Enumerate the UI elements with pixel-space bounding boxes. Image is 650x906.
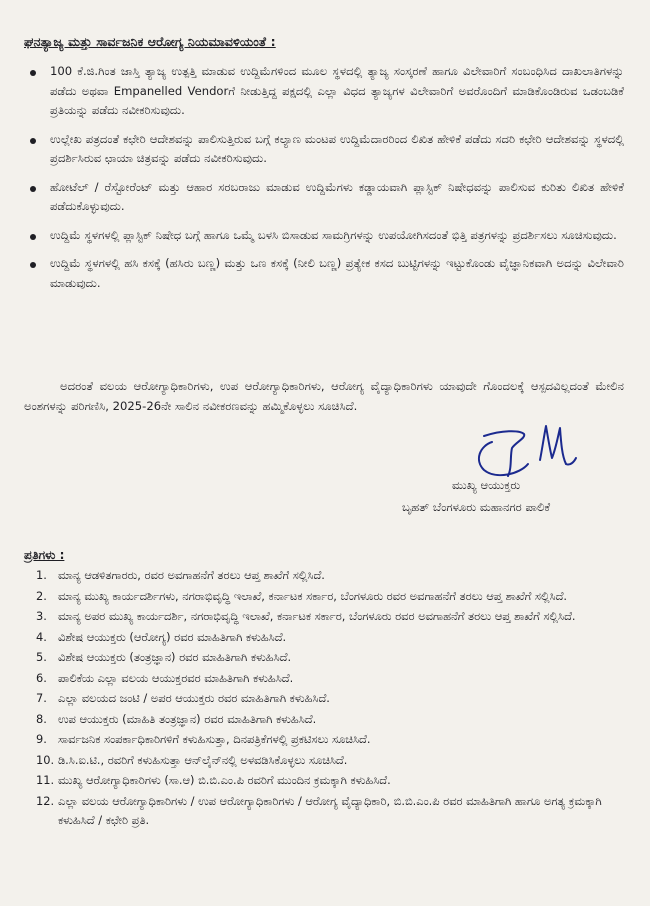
bullet-item (24, 226, 624, 246)
list-item (36, 792, 626, 830)
list-item-number: 8. (36, 711, 47, 726)
signatory-title: ಮುಖ್ಯ ಆಯುಕ್ತರು (452, 478, 521, 492)
list-item-number: 2. (36, 588, 47, 603)
list-item-text: ಸಾರ್ವಜನಿಕ ಸಂಪರ್ಕಾಧಿಕಾರಿಗಳಿಗೆ ಕಳುಹಿಸುತ್ತಾ, ದಿನಪತ್ರಿಕೆಗಳಲ್ಲಿ ಪ್ರಕಟಿಸಲು ಸೂಚಿಸಿದೆ. (58, 732, 371, 746)
list-item-number: 4. (36, 629, 47, 644)
copies-heading: ಪ್ರತಿಗಳು : (24, 548, 65, 562)
list-item-text: ಡಿ.ಸಿ.ಐ.ಟಿ., ರವರಿಗೆ ಕಳುಹಿಸುತ್ತಾ ಆನ್‌ಲೈನ್‌ನಲ್ಲಿ ಅಳವಡಿಸಿಕೊಳ್ಳಲು ಸೂಚಿಸಿದೆ. (58, 752, 348, 767)
list-item (36, 771, 626, 790)
bullet-dot-icon (30, 186, 36, 192)
list-item-number: 3. (36, 609, 47, 623)
list-item-text: ವಿಶೇಷ ಆಯುಕ್ತರು (ತಂತ್ರಜ್ಞಾನ) ರವರ ಮಾಹಿತಿಗಾಗಿ ಕಳುಹಿಸಿದೆ. (58, 650, 292, 664)
list-item-text: ಮಾನ್ಯ ಮುಖ್ಯ ಕಾರ್ಯದರ್ಶಿಗಳು, ನಗರಾಭಿವೃದ್ಧಿ ಇಲಾಖೆ, ಕರ್ನಾಟಕ ಸರ್ಕಾರ, ಬೆಂಗಳೂರು ರವರ ಅವಗಾಹನೆಗೆ ತರಲು ಆಪ್ತ ಶಾಖೆಗೆ ಸಲ್ಲಿಸಿದೆ. (58, 588, 568, 603)
list-item-text: ಮಾನ್ಯ ಆಡಳಿತಗಾರರು, ರವರ ಅವಗಾಹನೆಗೆ ತರಲು ಆಪ್ತ ಶಾಖೆಗೆ ಸಲ್ಲಿಸಿದೆ. (58, 568, 325, 582)
bullet-item (24, 130, 624, 169)
list-item (36, 669, 626, 688)
bullet-dot-icon (30, 138, 36, 144)
list-item (36, 710, 626, 729)
list-item (36, 648, 626, 667)
list-item-text: ಪಾಲಿಕೆಯ ಎಲ್ಲಾ ವಲಯ ಆಯುಕ್ತರವರ ಮಾಹಿತಿಗಾಗಿ ಕಳುಹಿಸಿದೆ. (58, 670, 294, 685)
bullet-list (24, 62, 624, 302)
list-item (36, 689, 626, 708)
list-item-number: 6. (36, 670, 47, 685)
bullet-text: 100 ಕೆ.ಜಿ.ಗಿಂತ ಜಾಸ್ತಿ ತ್ಯಾಜ್ಯ ಉತ್ಪತ್ತಿ ಮಾಡುವ ಉದ್ದಿಮೆಗಳಿಂದ ಮೂಲ ಸ್ಥಳದಲ್ಲಿ ತ್ಯಾಜ್ಯ ಸಂಸ್ಕರಣೆ ಹಾಗೂ ವಿಲೇವಾರಿಗೆ ಸಂಬಂಧಿಸಿದ ದಾಖಲಾತಿಗಳನ್ನು ಪಡೆದು ಅಥವಾ Empanelled Vendorಗೆ ನೀಡುತ್ತಿದ್ದ ಪಕ್ಷದಲ್ಲಿ ಎಲ್ಲಾ ವಿಧದ ತ್ಯಾಜ್ಯಗಳ ವಿಲೇವಾರಿಗೆ ಅವರೊಂದಿಗೆ ಮಾಡಿಕೊಂಡಿರುವ ಒಡಂಬಡಿಕೆ ಪ್ರತಿಯನ್ನು ಪಡೆದು ನವೀಕರಿಸುವುದು. (50, 64, 624, 117)
list-item (36, 607, 626, 626)
bullet-item (24, 254, 624, 293)
list-item-number: 1. (36, 568, 47, 582)
list-item-text: ಎಲ್ಲಾ ವಲಯ ಆರೋಗ್ಯಾಧಿಕಾರಿಗಳು / ಉಪ ಆರೋಗ್ಯಾಧಿಕಾರಿಗಳು / ಆರೋಗ್ಯ ವೈದ್ಯಾಧಿಕಾರಿ, ಬಿ.ಬಿ.ಎಂ.ಪಿ ರವರ ಮಾಹಿತಿಗಾಗಿ ಹಾಗೂ ಅಗತ್ಯ ಕ್ರಮಕ್ಕಾಗಿ ಕಳುಹಿಸಿದೆ / ಕಛೇರಿ ಪ್ರತಿ. (58, 793, 602, 827)
signatory-organization: ಬೃಹತ್ ಬೆಂಗಳೂರು ಮಹಾನಗರ ಪಾಲಿಕೆ (402, 500, 551, 514)
bullet-item (24, 178, 624, 217)
bullet-text: ಉಲ್ಲೇಖ ಪತ್ರದಂತೆ ಕಛೇರಿ ಆದೇಶವನ್ನು ಪಾಲಿಸುತ್ತಿರುವ ಬಗ್ಗೆ ಕಲ್ಯಾಣ ಮಂಟಪ ಉದ್ದಿಮೆದಾರರಿಂದ ಲಿಖಿತ ಹೇಳಿಕೆ ಪಡೆದು ಸದರಿ ಕಛೇರಿ ಆದೇಶವನ್ನು ಸ್ಥಳದಲ್ಲಿ ಪ್ರದರ್ಶಿಸಿರುವ ಛಾಯಾ ಚಿತ್ರವನ್ನು ಪಡೆದು ನವೀಕರಿಸುವುದು. (50, 131, 624, 165)
list-item-number: 9. (36, 732, 47, 746)
list-item-number: 7. (36, 691, 47, 705)
list-item-number: 10. (36, 752, 55, 767)
list-item (36, 566, 626, 585)
bullet-dot-icon (30, 234, 36, 240)
list-item (36, 628, 626, 647)
bullet-dot-icon (30, 70, 36, 76)
list-item (36, 751, 626, 770)
bullet-text: ಉದ್ದಿಮೆ ಸ್ಥಳಗಳಲ್ಲಿ ಹಸಿ ಕಸಕ್ಕೆ (ಹಸಿರು ಬಣ್ಣ) ಮತ್ತು ಒಣ ಕಸಕ್ಕೆ (ನೀಲಿ ಬಣ್ಣ) ಪ್ರತ್ಯೇಕ ಕಸದ ಬುಟ್ಟಿಗಳನ್ನು ಇಟ್ಟುಕೊಂಡು ವೈಜ್ಞಾನಿಕವಾಗಿ ಅದನ್ನು ವಿಲೇವಾರಿ ಮಾಡುವುದು. (50, 256, 624, 290)
bullet-item (24, 62, 624, 121)
list-item-text: ಮಾನ್ಯ ಅಪರ ಮುಖ್ಯ ಕಾರ್ಯದರ್ಶಿ, ನಗರಾಭಿವೃದ್ಧಿ ಇಲಾಖೆ, ಕರ್ನಾಟಕ ಸರ್ಕಾರ, ಬೆಂಗಳೂರು ರವರ ಅವಗಾಹನೆಗೆ ತರಲು ಆಪ್ತ ಶಾಖೆಗೆ ಸಲ್ಲಿಸಿದೆ. (58, 609, 576, 623)
list-item (36, 587, 626, 606)
bullet-dot-icon (30, 262, 36, 268)
list-item-number: 11. (36, 773, 55, 787)
closing-paragraph: ಅದರಂತೆ ವಲಯ ಆರೋಗ್ಯಾಧಿಕಾರಿಗಳು, ಉಪ ಆರೋಗ್ಯಾಧಿಕಾರಿಗಳು, ಆರೋಗ್ಯ ವೈದ್ಯಾಧಿಕಾರಿಗಳು ಯಾವುದೇ ಗೊಂದಲಕ್ಕೆ ಆಸ್ಪದವಿಲ್ಲದಂತೆ ಮೇಲಿನ ಅಂಶಗಳನ್ನು ಪರಿಗಣಿಸಿ, 2025-26ನೇ ಸಾಲಿನ ನವೀಕರಣವನ್ನು ಹಮ್ಮಿಕೊಳ್ಳಲು ಸೂಚಿಸಿದೆ. (24, 379, 624, 413)
copies-list (36, 566, 626, 831)
list-item-text: ಎಲ್ಲಾ ವಲಯದ ಜಂಟಿ / ಅಪರ ಆಯುಕ್ತರು ರವರ ಮಾಹಿತಿಗಾಗಿ ಕಳುಹಿಸಿದೆ. (58, 691, 330, 705)
bullet-text: ಉದ್ದಿಮೆ ಸ್ಥಳಗಳಲ್ಲಿ ಪ್ಲಾಸ್ಟಿಕ್ ನಿಷೇಧ ಬಗ್ಗೆ ಹಾಗೂ ಒಮ್ಮೆ ಬಳಸಿ ಬಿಸಾಡುವ ಸಾಮಗ್ರಿಗಳನ್ನು ಉಪಯೋಗಿಸದಂತೆ ಭಿತ್ತಿ ಪತ್ರಗಳನ್ನು ಪ್ರದರ್ಶಿಸಲು ಸೂಚಿಸುವುದು. (50, 227, 617, 242)
list-item-number: 5. (36, 650, 47, 664)
list-item-text: ವಿಶೇಷ ಆಯುಕ್ತರು (ಆರೋಗ್ಯ) ರವರ ಮಾಹಿತಿಗಾಗಿ ಕಳುಹಿಸಿದೆ. (58, 629, 287, 644)
list-item (36, 730, 626, 749)
bullet-text: ಹೋಟೆಲ್ / ರೆಸ್ಟೋರೆಂಟ್ ಮತ್ತು ಆಹಾರ ಸರಬರಾಜು ಮಾಡುವ ಉದ್ದಿಮೆಗಳು ಕಡ್ಡಾಯವಾಗಿ ಪ್ಲಾಸ್ಟಿಕ್ ನಿಷೇಧವನ್ನು ಪಾಲಿಸುವ ಕುರಿತು ಲಿಖಿತ ಹೇಳಿಕೆ ಪಡೆದುಕೊಳ್ಳುವುದು. (50, 179, 624, 213)
section-heading: ಘನತ್ಯಾಜ್ಯ ಮತ್ತು ಸಾರ್ವಜನಿಕ ಆರೋಗ್ಯ ನಿಯಮಾವಳಿಯಂತೆ : (24, 34, 276, 49)
list-item-number: 12. (36, 793, 55, 808)
list-item-text: ಮುಖ್ಯ ಆರೋಗ್ಯಾಧಿಕಾರಿಗಳು (ಸಾ.ಆ) ಬಿ.ಬಿ.ಎಂ.ಪಿ ರವರಿಗೆ ಮುಂದಿನ ಕ್ರಮಕ್ಕಾಗಿ ಕಳುಹಿಸಿದೆ. (58, 773, 391, 787)
list-item-text: ಉಪ ಆಯುಕ್ತರು (ಮಾಹಿತಿ ತಂತ್ರಜ್ಞಾನ) ರವರ ಮಾಹಿತಿಗಾಗಿ ಕಳುಹಿಸಿದೆ. (58, 711, 317, 726)
